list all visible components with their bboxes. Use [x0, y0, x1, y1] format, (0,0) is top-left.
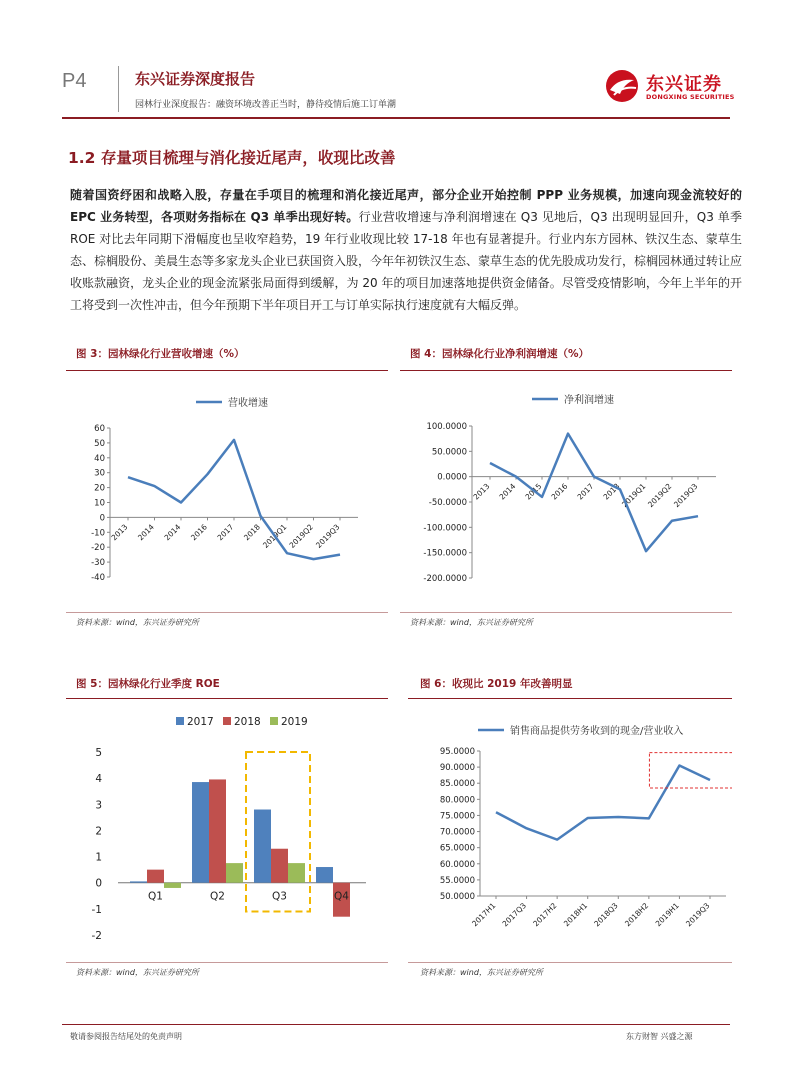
legend-label-2018: 2018 [234, 716, 261, 728]
fig4-title: 图 4：园林绿化行业净利润增速（%） [410, 348, 589, 360]
fig4-top-rule [400, 370, 732, 371]
y-tick-label: 2 [95, 825, 102, 838]
page-number: P4 [62, 70, 87, 92]
x-tick-label: Q3 [272, 890, 287, 903]
fig3-top-rule [66, 370, 388, 371]
footer-disclaimer: 敬请参阅报告结尾处的免责声明 [70, 1032, 182, 1041]
x-tick-label: 2018H2 [623, 901, 651, 929]
x-tick-label: Q4 [334, 890, 349, 903]
x-tick-label: 2014 [136, 522, 156, 543]
fig5-title: 图 5：园林绿化行业季度 ROE [76, 678, 220, 690]
series-line [496, 766, 710, 840]
fig6-chart [408, 700, 732, 958]
body-bold-text: 随着国资纾困和战略入股，存量在手项目的梳理和消化接近尾声，部分企业开始控制 PPP 业务规模，加速向现金流较好的 EPC 业务转型，各项财务指标在 Q3 单季出现好转。 [70, 188, 742, 224]
x-tick-label: 2019Q3 [314, 522, 342, 550]
y-tick-label: 55.0000 [439, 875, 475, 886]
y-tick-label: 1 [95, 851, 102, 864]
series-line [128, 440, 340, 559]
bar-Q1-2019 [164, 883, 181, 888]
bar-Q1-2018 [147, 870, 164, 883]
y-tick-label: 0 [99, 513, 105, 524]
y-tick-label: -10 [91, 528, 105, 539]
x-tick-label: 2019H1 [653, 901, 681, 929]
x-tick-label: 2014 [162, 522, 183, 543]
y-tick-label: 50 [94, 438, 105, 449]
x-tick-label: 2019Q2 [287, 522, 315, 550]
x-tick-label: 2019Q1 [620, 481, 648, 510]
fig6-title: 图 6：收现比 2019 年改善明显 [420, 678, 573, 690]
y-tick-label: 30 [94, 468, 105, 479]
x-tick-label: 2018Q3 [592, 901, 620, 929]
bar-Q2-2018 [209, 779, 226, 882]
fig3-title: 图 3：园林绿化行业营收增速（%） [76, 348, 245, 360]
y-tick-label: -40 [91, 573, 105, 583]
x-tick-label: 2019Q3 [684, 901, 712, 929]
x-tick-label: 2018 [601, 481, 622, 502]
x-tick-label: 2017Q3 [500, 901, 528, 929]
fig4-bottom-rule [400, 612, 732, 613]
fig6-source: 资料来源：wind，东兴证券研究所 [420, 968, 543, 977]
report-subtitle: 园林行业深度报告：融资环境改善正当时，静待疫情后施工订单潮 [135, 100, 397, 110]
x-tick-label: 2018H1 [561, 901, 590, 929]
y-tick-label: -20 [91, 543, 105, 554]
fig5-top-rule [66, 698, 388, 699]
bar-Q2-2019 [226, 863, 243, 883]
y-tick-label: -1 [91, 903, 102, 916]
fig3-chart [66, 372, 388, 610]
y-tick-label: 10 [94, 498, 105, 509]
y-tick-label: 90.0000 [439, 763, 475, 774]
footer-rule [62, 1024, 730, 1025]
y-tick-label: 100.0000 [426, 422, 467, 432]
fig5-chart [66, 700, 388, 958]
y-tick-label: -200.0000 [423, 574, 467, 584]
legend-label: 净利润增速 [564, 395, 614, 406]
y-tick-label: 80.0000 [439, 795, 475, 806]
dongxing-logo-icon [604, 68, 644, 104]
y-tick-label: 70.0000 [439, 827, 475, 838]
section-title: 1.2 存量项目梳理与消化接近尾声，收现比改善 [68, 149, 396, 167]
x-tick-label: 2019Q3 [672, 481, 700, 510]
y-tick-label: -30 [91, 558, 105, 569]
header-rule [62, 117, 730, 119]
y-tick-label: 95.0000 [439, 747, 475, 757]
x-tick-label: 2019Q1 [261, 522, 289, 550]
y-tick-label: -100.0000 [423, 523, 467, 534]
bar-Q4-2017 [316, 867, 333, 883]
y-tick-label: 3 [95, 799, 102, 812]
y-tick-label: 65.0000 [439, 843, 475, 854]
fig5-source: 资料来源：wind，东兴证券研究所 [76, 968, 199, 977]
fig3-source: 资料来源：wind，东兴证券研究所 [76, 618, 199, 627]
legend-label: 销售商品提供劳务收到的现金/营业收入 [510, 726, 684, 737]
x-tick-label: 2013 [471, 481, 492, 502]
x-tick-label: 2016 [549, 481, 570, 502]
section-body [70, 184, 742, 316]
bar-Q3-2017 [254, 810, 271, 883]
y-tick-label: 75.0000 [439, 811, 475, 822]
x-tick-label: 2017 [215, 522, 236, 543]
fig4-chart [400, 372, 732, 610]
x-tick-label: 2017H1 [470, 901, 498, 929]
x-tick-label: Q2 [210, 890, 225, 903]
y-tick-label: 85.0000 [439, 779, 475, 790]
fig6-bottom-rule [408, 962, 732, 963]
y-tick-label: 50.0000 [431, 447, 467, 458]
legend-swatch-2018 [223, 717, 231, 725]
bar-Q3-2019 [288, 863, 305, 883]
y-tick-label: 0.0000 [437, 472, 467, 483]
y-tick-label: -150.0000 [423, 548, 467, 559]
logo-subtext: DONGXING SECURITIES [646, 93, 735, 101]
y-tick-label: 5 [95, 747, 102, 759]
footer-slogan: 东方财智 兴盛之源 [626, 1032, 693, 1041]
x-tick-label: 2017 [575, 481, 596, 502]
x-tick-label: 2017H2 [531, 901, 559, 929]
y-tick-label: 50.0000 [439, 892, 475, 902]
legend-swatch-2019 [270, 717, 278, 725]
legend-swatch-2017 [176, 717, 184, 725]
x-tick-label: 2019Q2 [646, 481, 674, 510]
header-divider [118, 66, 119, 112]
fig5-bottom-rule [66, 962, 388, 963]
fig4-source: 资料来源：wind，东兴证券研究所 [410, 618, 533, 627]
y-tick-label: 0 [95, 877, 102, 890]
x-tick-label: Q1 [148, 890, 163, 903]
y-tick-label: 4 [95, 773, 102, 786]
x-tick-label: 2015 [523, 481, 544, 502]
x-tick-label: 2013 [109, 522, 130, 543]
x-tick-label: 2018 [242, 522, 262, 543]
bar-Q1-2017 [130, 881, 147, 882]
y-tick-label: 60 [94, 424, 105, 434]
legend-label-2017: 2017 [187, 716, 214, 728]
report-title: 东兴证券深度报告 [135, 70, 256, 88]
legend-label-2019: 2019 [281, 716, 308, 728]
y-tick-label: 40 [94, 453, 105, 464]
legend-label: 营收增速 [228, 398, 268, 409]
y-tick-label: 60.0000 [439, 859, 475, 870]
bar-Q2-2017 [192, 782, 209, 883]
x-tick-label: 2014 [497, 481, 518, 502]
y-tick-label: -50.0000 [428, 498, 467, 508]
y-tick-label: -2 [91, 930, 102, 942]
fig3-bottom-rule [66, 612, 388, 613]
fig6-top-rule [408, 698, 732, 699]
logo-text: 东兴证券 [646, 74, 722, 95]
y-tick-label: 20 [94, 483, 105, 494]
x-tick-label: 2016 [189, 522, 209, 543]
bar-Q3-2018 [271, 849, 288, 883]
body-normal-text: 行业营收增速与净利润增速在 Q3 见地后，Q3 出现明显回升，Q3 单季 ROE 对比去年同期下滑幅度也呈收窄趋势，19 年行业收现比较 17-18 年也有显著提升。行业内东方园林、铁汉生态、蒙草生态、棕榈股份、美晨生态等多家龙头企业已获国资入股，今年年初铁汉生态、蒙草生态的优先股成功发行，棕榈园林通过转让应收账款融资，龙头企业的现金流紧张局面得到缓解，为 20 年的项目加速落地提供资金储备。尽管受疫情影响，今年上半年的开工将受到一次性冲击，但今年预期下半年项目开工与订单实际执行速度就有大幅反弹。 [70, 210, 743, 312]
